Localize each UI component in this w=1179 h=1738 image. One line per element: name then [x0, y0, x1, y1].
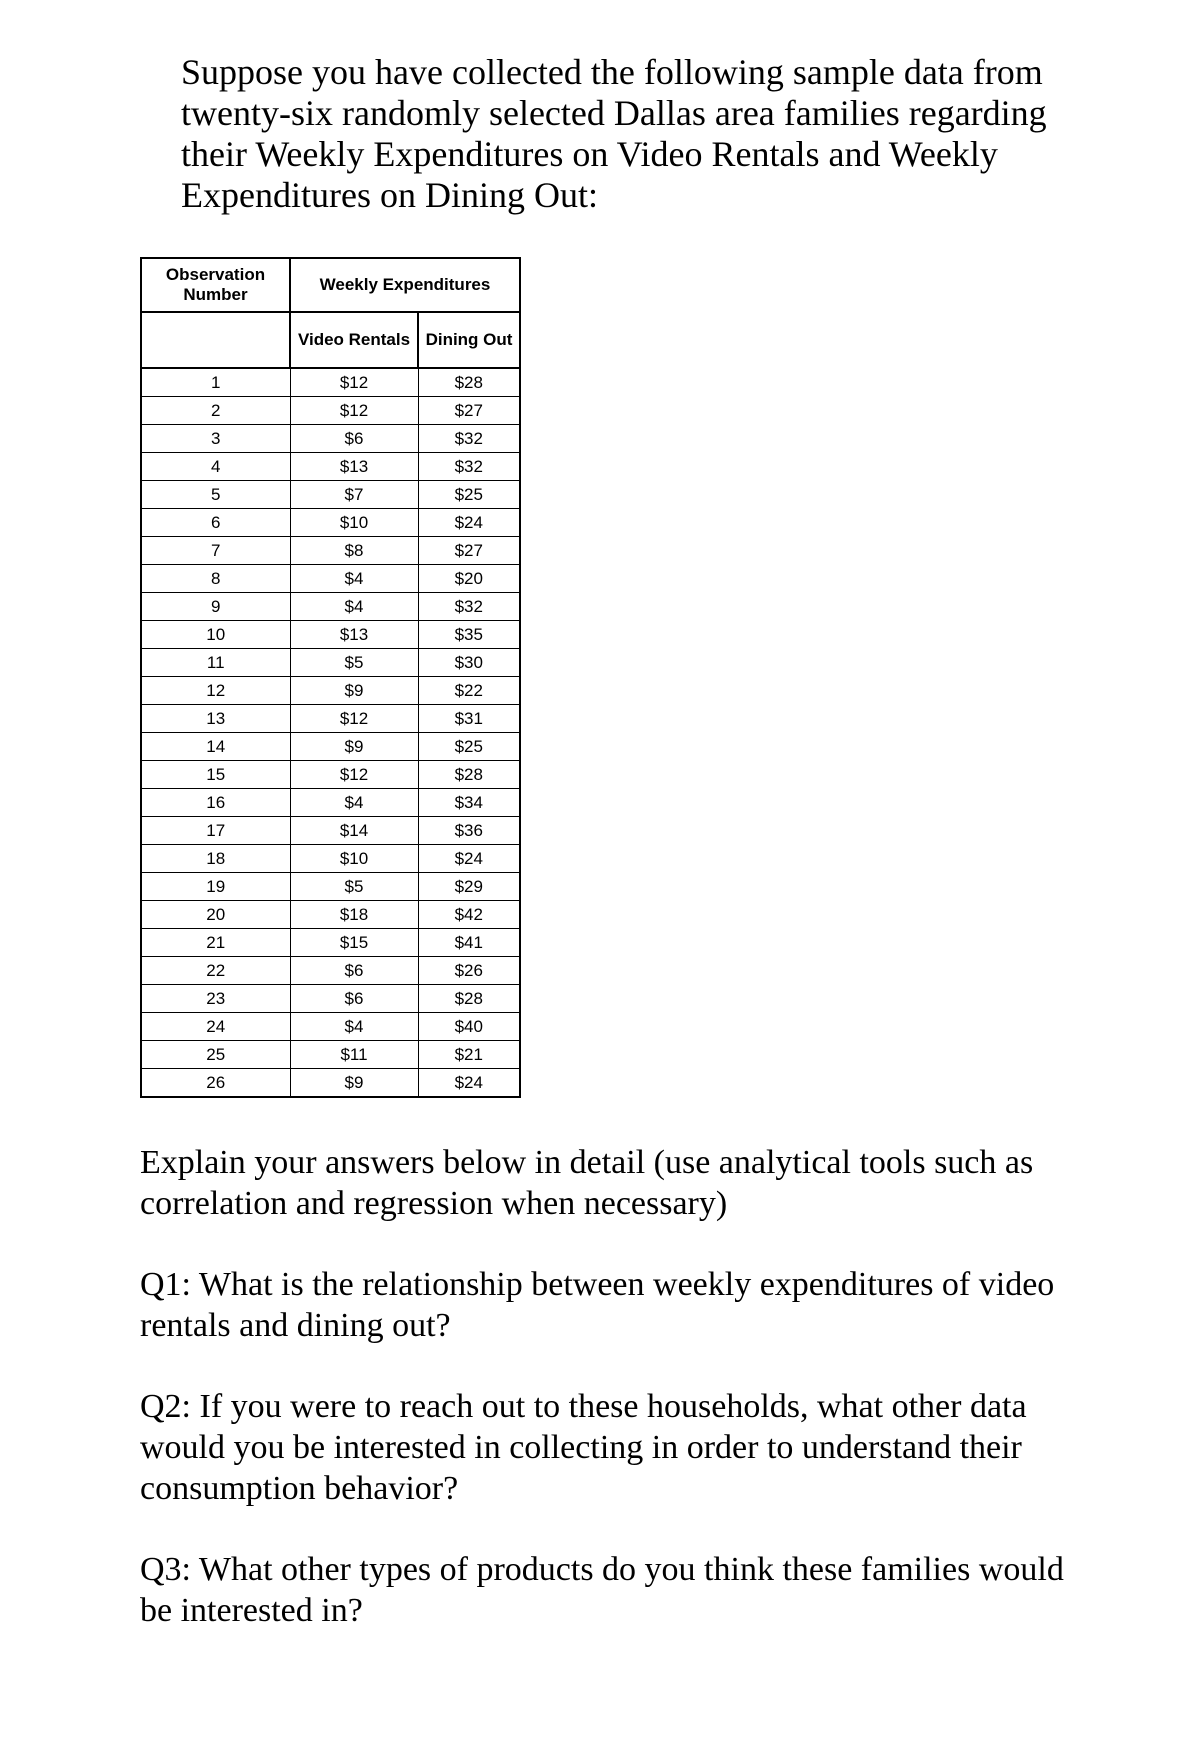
- table-row: [141, 817, 520, 845]
- dining-out-cell: $24: [418, 845, 520, 873]
- video-rentals-cell: $15: [290, 929, 418, 957]
- table-row: [141, 789, 520, 817]
- header-dining-out: Dining Out: [418, 312, 520, 368]
- observation-number-cell: 5: [141, 481, 290, 509]
- table-row: [141, 957, 520, 985]
- table-subheader-row: [141, 312, 520, 368]
- observation-number-cell: 9: [141, 593, 290, 621]
- observation-number-cell: 18: [141, 845, 290, 873]
- table-row: [141, 929, 520, 957]
- table-row: [141, 733, 520, 761]
- question-3: Q3: What other types of products do you think these families would be interested in?: [140, 1551, 1064, 1629]
- video-rentals-cell: $7: [290, 481, 418, 509]
- dining-out-cell: $40: [418, 1013, 520, 1041]
- observation-number-cell: 6: [141, 509, 290, 537]
- observation-number-cell: 13: [141, 705, 290, 733]
- table-row: [141, 705, 520, 733]
- dining-out-cell: $34: [418, 789, 520, 817]
- video-rentals-cell: $6: [290, 425, 418, 453]
- table-row: [141, 397, 520, 425]
- observation-number-cell: 19: [141, 873, 290, 901]
- observation-number-cell: 10: [141, 621, 290, 649]
- dining-out-cell: $28: [418, 761, 520, 789]
- dining-out-cell: $24: [418, 509, 520, 537]
- video-rentals-cell: $12: [290, 761, 418, 789]
- dining-out-cell: $26: [418, 957, 520, 985]
- dining-out-cell: $42: [418, 901, 520, 929]
- dining-out-cell: $25: [418, 733, 520, 761]
- header-weekly-expenditures: Weekly Expenditures: [290, 258, 520, 312]
- subheader-empty-cell: [141, 312, 290, 368]
- video-rentals-cell: $13: [290, 453, 418, 481]
- table-row: [141, 677, 520, 705]
- instructions-paragraph: Explain your answers below in detail (use analytical tools such as correlation and regression when necessary): [140, 1144, 1034, 1222]
- table-row: [141, 761, 520, 789]
- observation-number-cell: 1: [141, 368, 290, 397]
- video-rentals-cell: $9: [290, 1069, 418, 1098]
- video-rentals-cell: $12: [290, 397, 418, 425]
- observation-number-cell: 3: [141, 425, 290, 453]
- video-rentals-cell: $10: [290, 509, 418, 537]
- video-rentals-cell: $9: [290, 677, 418, 705]
- video-rentals-cell: $9: [290, 733, 418, 761]
- question-1: Q1: What is the relationship between weekly expenditures of video rentals and dining out?: [140, 1266, 1055, 1344]
- observation-number-cell: 21: [141, 929, 290, 957]
- video-rentals-cell: $4: [290, 1013, 418, 1041]
- video-rentals-cell: $5: [290, 649, 418, 677]
- observation-number-cell: 20: [141, 901, 290, 929]
- video-rentals-cell: $18: [290, 901, 418, 929]
- table-row: [141, 1013, 520, 1041]
- dining-out-cell: $28: [418, 368, 520, 397]
- video-rentals-cell: $4: [290, 565, 418, 593]
- video-rentals-cell: $14: [290, 817, 418, 845]
- dining-out-cell: $21: [418, 1041, 520, 1069]
- dining-out-cell: $24: [418, 1069, 520, 1098]
- table-row: [141, 509, 520, 537]
- dining-out-cell: $31: [418, 705, 520, 733]
- dining-out-cell: $32: [418, 453, 520, 481]
- observation-number-cell: 17: [141, 817, 290, 845]
- observation-number-cell: 7: [141, 537, 290, 565]
- video-rentals-cell: $4: [290, 593, 418, 621]
- dining-out-cell: $41: [418, 929, 520, 957]
- table-row: [141, 481, 520, 509]
- question-2: Q2: If you were to reach out to these households, what other data would you be interested in collecting in order to understand their consumption behavior?: [140, 1388, 1027, 1507]
- intro-paragraph: Suppose you have collected the following sample data from twenty-six randomly selected Dallas area families regarding their Weekly Expenditures on Video Rentals and Weekly Expenditures on Dining Out:: [181, 52, 1047, 215]
- table-row: [141, 621, 520, 649]
- video-rentals-cell: $11: [290, 1041, 418, 1069]
- dining-out-cell: $36: [418, 817, 520, 845]
- dining-out-cell: $32: [418, 425, 520, 453]
- observation-number-cell: 15: [141, 761, 290, 789]
- observation-number-cell: 23: [141, 985, 290, 1013]
- table-row: [141, 425, 520, 453]
- observation-number-cell: 24: [141, 1013, 290, 1041]
- video-rentals-cell: $5: [290, 873, 418, 901]
- video-rentals-cell: $6: [290, 957, 418, 985]
- table-row: [141, 1041, 520, 1069]
- video-rentals-cell: $8: [290, 537, 418, 565]
- table-header-row: [141, 258, 520, 312]
- dining-out-cell: $22: [418, 677, 520, 705]
- table-row: [141, 565, 520, 593]
- table-row: [141, 845, 520, 873]
- observation-number-cell: 22: [141, 957, 290, 985]
- video-rentals-cell: $10: [290, 845, 418, 873]
- table-row: [141, 1069, 520, 1098]
- observation-number-cell: 16: [141, 789, 290, 817]
- video-rentals-cell: $6: [290, 985, 418, 1013]
- table-row: [141, 368, 520, 397]
- observation-number-cell: 26: [141, 1069, 290, 1098]
- header-observation-number: Observation Number: [141, 258, 290, 312]
- table-row: [141, 901, 520, 929]
- dining-out-cell: $28: [418, 985, 520, 1013]
- observation-number-cell: 12: [141, 677, 290, 705]
- observation-number-cell: 4: [141, 453, 290, 481]
- dining-out-cell: $29: [418, 873, 520, 901]
- observation-number-cell: 2: [141, 397, 290, 425]
- observation-number-cell: 8: [141, 565, 290, 593]
- table-row: [141, 537, 520, 565]
- observation-number-cell: 11: [141, 649, 290, 677]
- expenditures-table: [140, 257, 521, 1098]
- table-body: [141, 258, 520, 1097]
- dining-out-cell: $35: [418, 621, 520, 649]
- observation-number-cell: 14: [141, 733, 290, 761]
- table-row: [141, 453, 520, 481]
- video-rentals-cell: $12: [290, 705, 418, 733]
- dining-out-cell: $25: [418, 481, 520, 509]
- dining-out-cell: $20: [418, 565, 520, 593]
- video-rentals-cell: $12: [290, 368, 418, 397]
- dining-out-cell: $27: [418, 537, 520, 565]
- table-row: [141, 873, 520, 901]
- table-row: [141, 985, 520, 1013]
- table-row: [141, 649, 520, 677]
- dining-out-cell: $30: [418, 649, 520, 677]
- dining-out-cell: $27: [418, 397, 520, 425]
- video-rentals-cell: $13: [290, 621, 418, 649]
- dining-out-cell: $32: [418, 593, 520, 621]
- observation-number-cell: 25: [141, 1041, 290, 1069]
- table-row: [141, 593, 520, 621]
- header-video-rentals: Video Rentals: [290, 312, 418, 368]
- video-rentals-cell: $4: [290, 789, 418, 817]
